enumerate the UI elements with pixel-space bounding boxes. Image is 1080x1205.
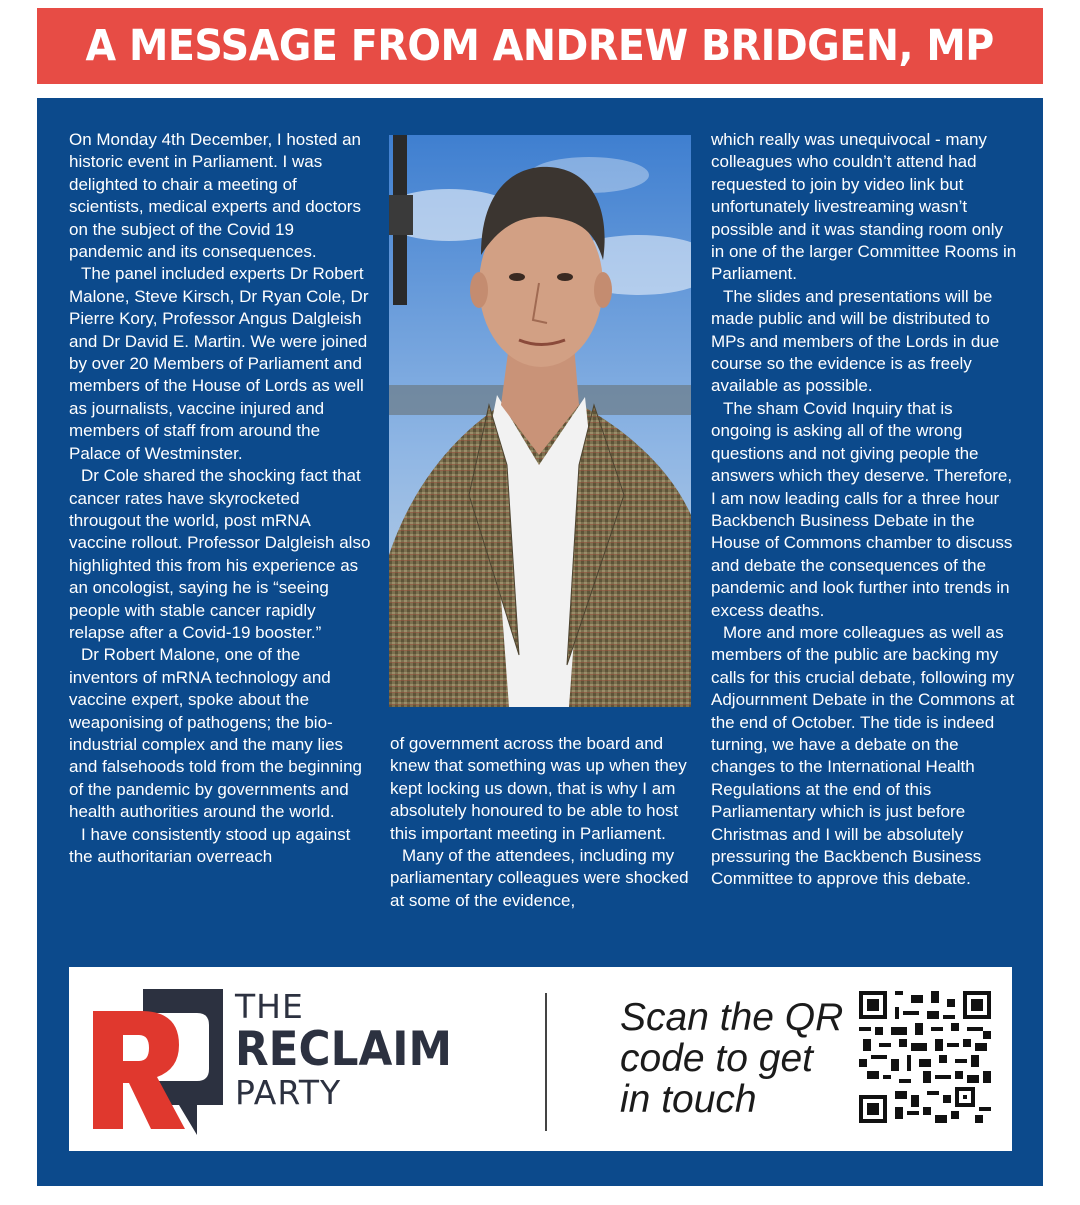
paragraph: On Monday 4th December, I hosted an historic event in Parliament. I was delighted to chair a meeting of scientists, medical experts and doctors on the subject of the Covid 19 pandemic and its consequences. [69, 130, 362, 262]
paragraph: The slides and presentations will be made public and will be distributed to MPs and members of the Lords in due course so the evidence is as freely available as possible. [711, 286, 1000, 396]
article-panel [37, 98, 1043, 1186]
article-column-2 [390, 733, 690, 912]
article-column-1 [69, 129, 371, 868]
paragraph: Dr Cole shared the shocking fact that cancer rates have skyrocketed througout the world, post mRNA vaccine rollout. Professor Dalgleish also highlighted this from his experience as an oncologist, saying he is “seeing people with stable cancer rapidly relapse after a Covid-19 booster.” [69, 466, 371, 642]
paragraph: The panel included experts Dr Robert Malone, Steve Kirsch, Dr Ryan Cole, Dr Pierre Kory, Professor Angus Dalgleish and Dr David E. Martin. We were joined by over 20 Members of Parliament and members of the House of Lords as well as journalists, vaccine injured and members of staff from around the Palace of Westminster. [69, 264, 369, 463]
reclaim-party-logo-icon [93, 989, 223, 1135]
party-name-line-2: RECLAIM [235, 1022, 453, 1077]
qr-code-icon[interactable] [859, 991, 991, 1123]
reclaim-party-advert [69, 967, 1012, 1151]
paragraph: of government across the board and knew that something was up when they kept locking us down, that is why I am absolutely honoured to be able to host this important meeting in Parliament. [390, 734, 687, 843]
paragraph: Dr Robert Malone, one of the inventors of mRNA technology and vaccine expert, spoke about the weaponising of pathogens; the bio-industrial complex and the many lies and falsehoods told from the beginning of the pandemic by governments and health authorities around the world. [69, 645, 362, 822]
header-banner [37, 8, 1043, 84]
advert-divider [545, 993, 547, 1131]
scan-qr-text: Scan the QR code to get in touch [620, 996, 844, 1121]
paragraph: More and more colleagues as well as members of the public are backing my calls for this crucial debate, following my Adjournment Debate in the Commons at the end of October. The tide is indeed turning, we have a debate on the changes to the International Health Regulations at the end of this Parliamentary which is just before Christmas and I will be absolutely pressuring the Backbench Business Committee to approve this debate. [711, 622, 1015, 889]
portrait-photo [389, 135, 691, 707]
paragraph: I have consistently stood up against the authoritarian overreach [69, 824, 351, 866]
page-title: A MESSAGE FROM ANDREW BRIDGEN, MP [85, 21, 995, 71]
party-name-line-3: PARTY [235, 1073, 342, 1112]
portrait-illustration [389, 135, 691, 707]
party-name [235, 989, 468, 1111]
article-column-3 [711, 129, 1017, 891]
paragraph: Many of the attendees, including my parliamentary colleagues were shocked at some of the evidence, [390, 846, 689, 910]
paragraph: which really was unequivocal - many colleagues who couldn’t attend had requested to join by video link but unfortunately livestreaming wasn’t possible and it was standing room only in one of the larger Committee Rooms in Parliament. [711, 130, 1017, 284]
paragraph: The sham Covid Inquiry that is ongoing is asking all of the wrong questions and not giving people the answers which they deserve. Therefore, I am now leading calls for a three hour Backbench Business Debate in the House of Commons chamber to discuss and debate the consequences of the pandemic and look further into trends in excess deaths. [711, 398, 1013, 620]
party-name-line-1: THE [235, 987, 304, 1026]
